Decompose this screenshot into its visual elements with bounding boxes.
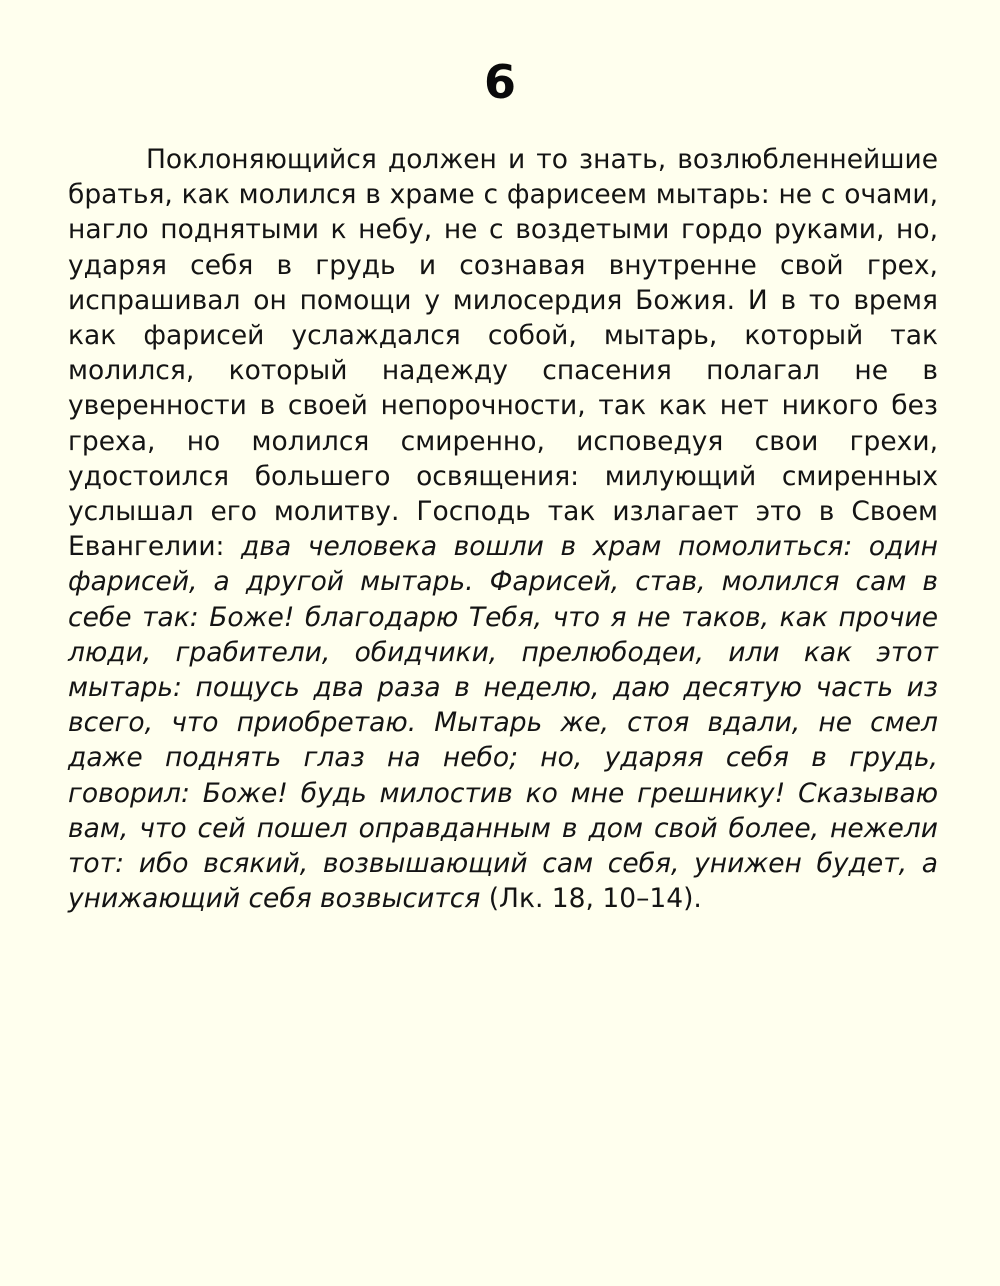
scripture-reference: (Лк. 18, 10–14). (480, 883, 702, 915)
chapter-number: 6 (483, 55, 516, 109)
body-paragraph (68, 142, 938, 916)
gospel-quote: два человека вошли в храм помолиться: один фарисей, а другой мытарь. Фарисей, став, молился сам в себе так: Боже! благодарю Тебя, что я не таков, как прочие люди, грабители, обидчики, прелюбодеи, или как этот мытарь: пощусь два раза в неделю, даю десятую часть из всего, что приобретаю. Мытарь же, стоя вдали, не смел даже поднять глаз на небо; но, ударяя себя в грудь, говорил: Боже! будь милостив ко мне грешнику! Сказываю вам, что сей пошел оправданным в дом свой более, нежели тот: ибо всякий, возвышающий сам себя, унижен будет, а унижающий себя возвысится (68, 531, 939, 915)
paragraph-intro-text: Поклоняющийся должен и то знать, возлюбленнейшие братья, как молился в храме с фарисеем мытарь: не с очами, нагло поднятыми к небу, не с воздетыми гордо руками, но, ударяя себя в грудь и сознавая внутренне свой грех, испрашивал он помощи у милосердия Божия. И в то время как фарисей услаждался собой, мытарь, который так молился, который надежду спасения полагал не в уверенности в своей непорочности, так как нет никого без греха, но молился смиренно, исповедуя свои грехи, удостоился большего освящения: милующий смиренных услышал его молитву. Господь так излагает это в Своем Евангелии: (68, 144, 938, 563)
